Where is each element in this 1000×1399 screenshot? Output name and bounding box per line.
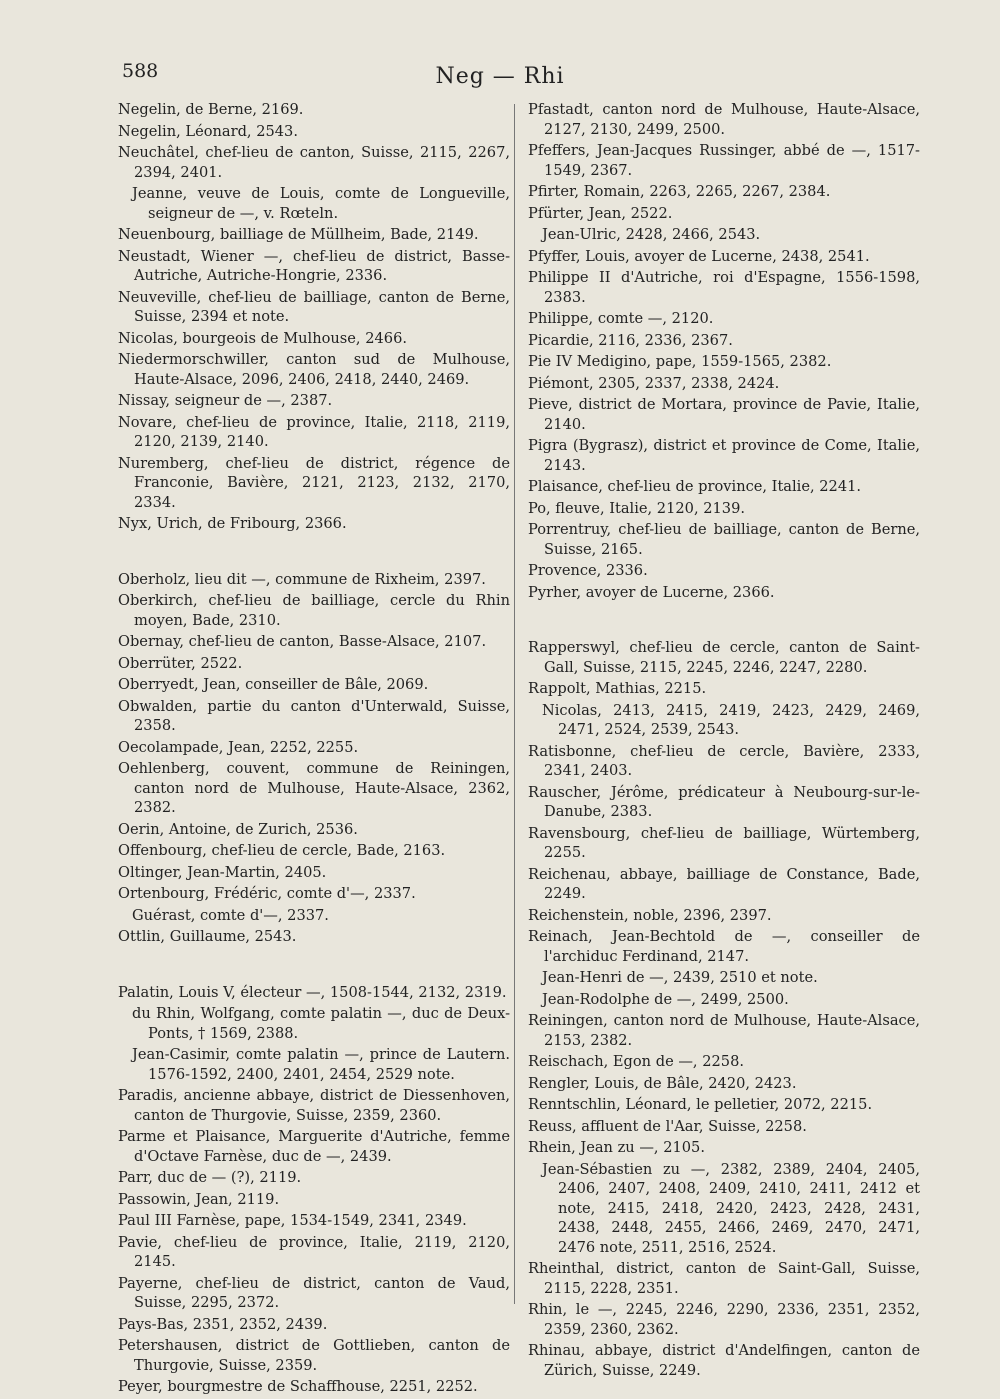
index-entry: Rheinthal, district, canton de Saint-Gall, Suisse, 2115, 2228, 2351. (528, 1260, 920, 1297)
index-entry: Petershausen, district de Gottlieben, canton de Thurgovie, Suisse, 2359. (118, 1337, 510, 1374)
index-entry: Neuveville, chef-lieu de bailliage, canton de Berne, Suisse, 2394 et note. (118, 288, 510, 325)
index-subentry: Jean-Sébastien zu —, 2382, 2389, 2404, 2405, 2406, 2407, 2408, 2409, 2410, 2411, 2412 et note, 2415, 2418, 2420, 2423, 2428, 2431, 2438, 2448, 2455, 2466, 2469, 2470, 2471, 2476 note, 2511, 2516, 2524. (542, 1160, 920, 1256)
index-entry: Parme et Plaisance, Marguerite d'Autriche, femme d'Octave Farnèse, duc de —, 2439. (118, 1128, 510, 1165)
index-entry: Offenbourg, chef-lieu de cercle, Bade, 2163. (118, 842, 446, 859)
index-entry: Reischach, Egon de —, 2258. (528, 1053, 744, 1070)
running-head: Neg — Rhi (435, 64, 565, 89)
index-entry: Ortenbourg, Frédéric, comte d'—, 2337. (118, 885, 416, 902)
page-number: 588 (122, 60, 159, 82)
index-subentry: Nicolas, 2413, 2415, 2419, 2423, 2429, 2469, 2471, 2524, 2539, 2543. (542, 701, 920, 738)
index-entry: Pyrher, avoyer de Lucerne, 2366. (528, 583, 775, 601)
index-entry: Piémont, 2305, 2337, 2338, 2424. (528, 374, 780, 392)
index-entry: Nuremberg, chef-lieu de district, régence de Franconie, Bavière, 2121, 2123, 2132, 2170, 2334. (118, 454, 510, 511)
section-gap (118, 949, 510, 983)
index-entry: Oltinger, Jean-Martin, 2405. (118, 863, 327, 881)
index-entry: Oberholz, lieu dit —, commune de Rixheim, 2397. (118, 570, 486, 588)
index-entry: Oecolampade, Jean, 2252, 2255. (118, 738, 359, 756)
index-entry: Parr, duc de — (?), 2119. (118, 1169, 302, 1186)
index-entry: Negelin, Léonard, 2543. (118, 122, 298, 140)
index-entry: Neustadt, Wiener —, chef-lieu de district, Basse-Autriche, Autriche-Hongrie, 2336. (118, 247, 510, 284)
section-gap (118, 536, 510, 570)
index-entry: Neuchâtel, chef-lieu de canton, Suisse, 2115, 2267, 2394, 2401. (118, 144, 510, 181)
index-entry: Obwalden, partie du canton d'Unterwald, Suisse, 2358. (118, 697, 510, 734)
index-entry: Pays-Bas, 2351, 2352, 2439. (118, 1315, 328, 1333)
index-entry: Niedermorschwiller, canton sud de Mulhouse, Haute-Alsace, 2096, 2406, 2418, 2440, 2469. (118, 351, 510, 388)
index-entry: Pie IV Medigino, pape, 1559-1565, 2382. (528, 353, 832, 370)
index-subentry: Guérast, comte d'—, 2337. (132, 906, 329, 924)
index-entry: Oberryedt, Jean, conseiller de Bâle, 2069. (118, 676, 429, 693)
index-column-left (118, 100, 510, 1399)
index-entry: Palatin, Louis V, électeur —, 1508-1544, 2132, 2319. (118, 983, 507, 1001)
index-entry: Rapperswyl, chef-lieu de cercle, canton de Saint-Gall, Suisse, 2115, 2245, 2246, 2247, 2280. (528, 639, 920, 676)
index-entry: Rappolt, Mathias, 2215. (528, 680, 707, 697)
index-entry: Philippe, comte —, 2120. (528, 310, 714, 327)
index-entry: Plaisance, chef-lieu de province, Italie, 2241. (528, 478, 862, 495)
index-entry: Rauscher, Jérôme, prédicateur à Neubourg-sur-le-Danube, 2383. (528, 783, 920, 820)
index-entry: Novare, chef-lieu de province, Italie, 2118, 2119, 2120, 2139, 2140. (118, 413, 510, 450)
index-entry: Rhin, le —, 2245, 2246, 2290, 2336, 2351, 2352, 2359, 2360, 2362. (528, 1301, 920, 1338)
index-entry: Po, fleuve, Italie, 2120, 2139. (528, 499, 745, 517)
index-entry: Pfirter, Romain, 2263, 2265, 2267, 2384. (528, 183, 831, 200)
index-entry: Oberrüter, 2522. (118, 654, 243, 672)
index-entry: Pfastadt, canton nord de Mulhouse, Haute-Alsace, 2127, 2130, 2499, 2500. (528, 101, 920, 138)
index-entry: Rhinau, abbaye, district d'Andelfingen, canton de Zürich, Suisse, 2249. (528, 1342, 920, 1379)
index-entry: Pavie, chef-lieu de province, Italie, 2119, 2120, 2145. (118, 1233, 510, 1270)
index-entry: Paul III Farnèse, pape, 1534-1549, 2341, 2349. (118, 1212, 467, 1229)
index-entry: Pfeffers, Jean-Jacques Russinger, abbé de —, 1517-1549, 2367. (528, 142, 920, 179)
index-subentry: du Rhin, Wolfgang, comte palatin —, duc de Deux-Ponts, † 1569, 2388. (132, 1005, 510, 1042)
index-entry: Rhein, Jean zu —, 2105. (528, 1139, 705, 1156)
index-entry: Pfürter, Jean, 2522. (528, 204, 673, 222)
index-entry: Passowin, Jean, 2119. (118, 1190, 280, 1208)
index-subentry: Jean-Rodolphe de —, 2499, 2500. (542, 990, 789, 1008)
index-entry: Negelin, de Berne, 2169. (118, 101, 304, 118)
index-subentry: Jean-Ulric, 2428, 2466, 2543. (542, 226, 761, 243)
index-entry: Obernay, chef-lieu de canton, Basse-Alsace, 2107. (118, 633, 487, 650)
index-entry: Nyx, Urich, de Fribourg, 2366. (118, 515, 347, 532)
index-entry: Oehlenberg, couvent, commune de Reiningen, canton nord de Mulhouse, Haute-Alsace, 2362, 2382. (118, 760, 510, 816)
index-entry: Picardie, 2116, 2336, 2367. (528, 331, 733, 349)
index-entry: Reuss, affluent de l'Aar, Suisse, 2258. (528, 1117, 807, 1135)
index-subentry: Jeanne, veuve de Louis, comte de Longueville, seigneur de —, v. Rœteln. (132, 185, 510, 222)
index-entry: Reiningen, canton nord de Mulhouse, Haute-Alsace, 2153, 2382. (528, 1012, 920, 1049)
index-subentry: Jean-Casimir, comte palatin —, prince de Lautern. 1576-1592, 2400, 2401, 2454, 2529 note. (132, 1046, 510, 1083)
index-entry: Philippe II d'Autriche, roi d'Espagne, 1556-1598, 2383. (528, 269, 920, 306)
index-entry: Renntschlin, Léonard, le pelletier, 2072, 2215. (528, 1096, 873, 1113)
index-subentry: Jean-Henri de —, 2439, 2510 et note. (542, 969, 818, 986)
column-divider (514, 104, 515, 1304)
index-entry: Peyer, bourgmestre de Schaffhouse, 2251, 2252. (118, 1378, 478, 1395)
index-entry: Porrentruy, chef-lieu de bailliage, canton de Berne, Suisse, 2165. (528, 521, 920, 558)
index-entry: Payerne, chef-lieu de district, canton de Vaud, Suisse, 2295, 2372. (118, 1274, 510, 1311)
index-entry: Nissay, seigneur de —, 2387. (118, 392, 333, 409)
index-entry: Ratisbonne, chef-lieu de cercle, Bavière, 2333, 2341, 2403. (528, 742, 920, 779)
index-entry: Reinach, Jean-Bechtold de —, conseiller de l'archiduc Ferdinand, 2147. (528, 928, 920, 965)
index-entry: Oberkirch, chef-lieu de bailliage, cercle du Rhin moyen, Bade, 2310. (118, 592, 510, 629)
index-entry: Ravensbourg, chef-lieu de bailliage, Würtemberg, 2255. (528, 824, 920, 861)
index-entry: Provence, 2336. (528, 562, 648, 579)
index-entry: Pieve, district de Mortara, province de Pavie, Italie, 2140. (528, 396, 920, 433)
index-entry: Paradis, ancienne abbaye, district de Diessenhoven, canton de Thurgovie, Suisse, 2359, 2360. (118, 1087, 510, 1124)
index-column-right (528, 100, 920, 1382)
index-entry: Neuenbourg, bailliage de Müllheim, Bade, 2149. (118, 226, 479, 243)
index-entry: Reichenstein, noble, 2396, 2397. (528, 906, 772, 924)
index-entry: Nicolas, bourgeois de Mulhouse, 2466. (118, 329, 407, 347)
index-entry: Ottlin, Guillaume, 2543. (118, 928, 297, 945)
index-entry: Reichenau, abbaye, bailliage de Constance, Bade, 2249. (528, 865, 920, 902)
index-entry: Rengler, Louis, de Bâle, 2420, 2423. (528, 1074, 797, 1092)
index-entry: Pfyffer, Louis, avoyer de Lucerne, 2438, 2541. (528, 247, 870, 265)
index-entry: Oerin, Antoine, de Zurich, 2536. (118, 820, 358, 838)
section-gap (528, 604, 920, 638)
index-entry: Pigra (Bygrasz), district et province de Come, Italie, 2143. (528, 437, 920, 474)
